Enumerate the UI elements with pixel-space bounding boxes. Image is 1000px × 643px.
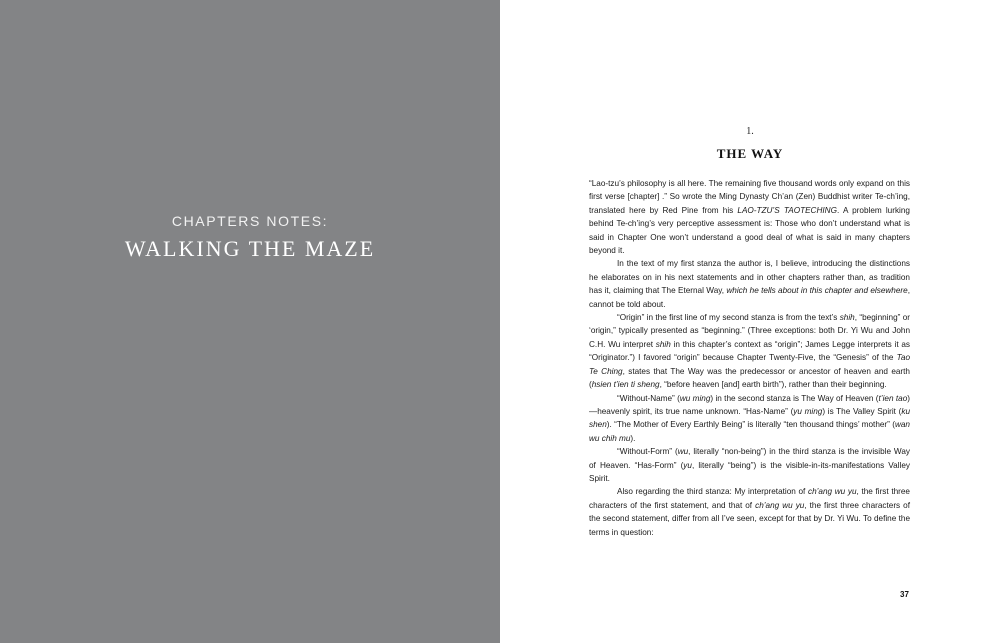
italic-text: shih xyxy=(839,313,855,323)
text-segment: , literally “being”) is the visible-in-its-manifestations Valley Spirit. xyxy=(589,460,910,483)
paragraph xyxy=(589,177,910,257)
italic-text: wan wu chih mu xyxy=(589,420,910,443)
text-segment: , the first three characters of the first statement, and that of xyxy=(589,487,910,510)
text-segment: In the text of my first stanza the author is, I believe, introducing the distinctions he elaborates on in his next statements and in other chapters rather than, as tradition has it, claiming that The Eternal Way, xyxy=(589,259,910,296)
text-segment: , the first three characters of the second statement, differ from all I’ve seen, except for that by Dr. Yi Wu. To define the terms in question: xyxy=(589,500,910,537)
italic-text: hsien t’ien ti sheng xyxy=(591,380,660,390)
italic-text: wu xyxy=(677,447,689,457)
italic-text: Tao Te Ching xyxy=(589,353,910,376)
text-segment: in this chapter’s context as “origin”; James Legge interprets it as “Originator.”) I favored “origin” because Chapter Twenty-Five, the “Genesis” of the xyxy=(589,339,910,363)
text-segment: ). xyxy=(630,433,636,443)
paragraph xyxy=(589,485,910,539)
text-segment: ) is The Valley Spirit ( xyxy=(822,406,902,416)
italic-text: LAO-TZU’S TAOTECHING xyxy=(737,205,837,215)
text-segment: ) in the second stanza is The Way of Heaven ( xyxy=(710,393,879,403)
text-segment: , “before heaven [and] earth birth”), rather than their beginning. xyxy=(659,380,887,390)
chapter-title: THE WAY xyxy=(716,146,784,161)
italic-text: t’ien tao xyxy=(878,393,908,403)
text-segment: )—heavenly spirit, its true name unknown. “Has-Name” ( xyxy=(589,393,910,416)
italic-text: yu xyxy=(683,460,692,470)
italic-text: ku shen xyxy=(589,406,911,430)
paragraph xyxy=(589,311,910,391)
text-segment: “Without-Name” ( xyxy=(617,393,680,403)
italic-text: which he tells about in this chapter and elsewhere xyxy=(726,286,908,296)
text-segment: “Lao-tzu’s philosophy is all here. The remaining five thousand words only expand on this first verse [chapter] .” So wrote the Ming Dynasty Ch’an (Zen) Buddhist writer Te-ch’ing, translated here by Red Pine from his xyxy=(589,179,910,215)
part-title: WALKING THE MAZE xyxy=(124,236,376,261)
text-segment: . A problem lurking behind Te-ch’ing’s very perceptive assessment is: Those who don’t understand what is said in Chapter One won’t understand a good deal of what is said in many chapters beyond it. xyxy=(589,205,910,256)
italic-text: ch’ang wu yu xyxy=(755,500,805,510)
chapter-number: 1. xyxy=(746,126,754,137)
text-segment: , “beginning” or ‘origin,” typically presented as “beginning.” (Three exceptions: both Dr. Yi Wu and John C.H. Wu interpret xyxy=(589,313,910,349)
text-segment: , states that The Way was the predecessor or ancestor of heaven and earth ( xyxy=(589,366,910,390)
text-segment: ). “The Mother of Every Earthly Being” is literally “ten thousand things’ mother” ( xyxy=(606,420,895,430)
part-subtitle: CHAPTERS NOTES: xyxy=(171,213,329,229)
text-segment: Also regarding the third stanza: My interpretation of xyxy=(617,487,808,497)
italic-text: yu ming xyxy=(793,406,823,416)
italic-text: ch’ang wu yu xyxy=(807,487,857,497)
paragraph xyxy=(589,257,910,311)
body-text xyxy=(589,177,910,539)
paragraph xyxy=(589,445,910,485)
right-page xyxy=(500,0,1000,643)
text-segment: “Without-Form” ( xyxy=(617,447,678,457)
paragraph xyxy=(589,392,910,446)
italic-text: wu ming xyxy=(679,393,711,403)
text-segment: “Origin” in the first line of my second stanza is from the text’s xyxy=(617,313,840,323)
text-segment: , literally “non-being”) in the third stanza is the invisible Way of Heaven. “Has-Form” ( xyxy=(589,447,910,470)
italic-text: shih xyxy=(655,339,671,349)
page-number: 37 xyxy=(900,590,909,599)
text-segment: , cannot be told about. xyxy=(589,286,910,309)
